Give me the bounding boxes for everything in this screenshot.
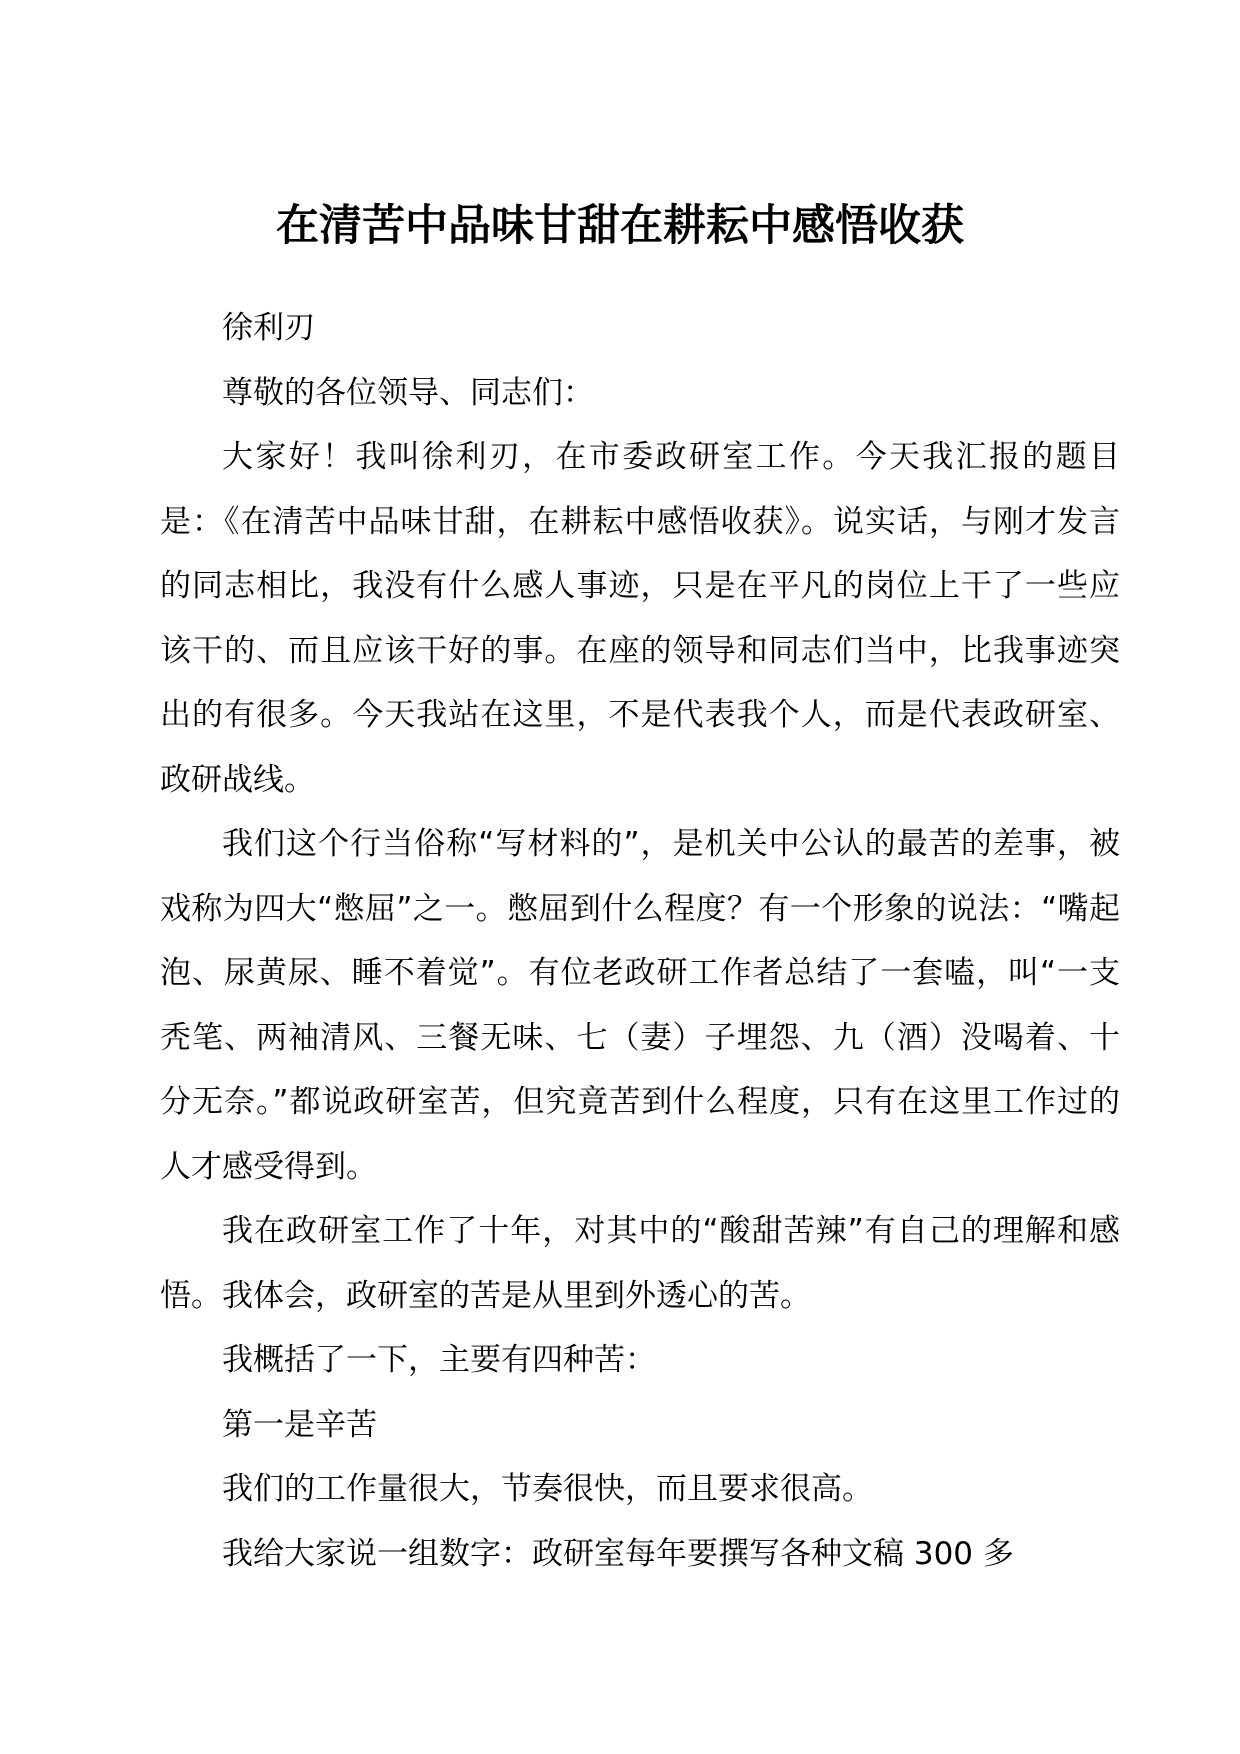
author-line: 徐利刃 xyxy=(222,310,315,346)
paragraph: 我概括了一下，主要有四种苦： xyxy=(222,1342,656,1378)
paragraph: 我们这个行当俗称“写材料的”，是机关中公认的最苦的差事，被戏称为四大“憋屈”之一。憋屈到什么程度？有一个形象的说法：“嘴起泡、尿黄尿、睡不着觉”。有位老政研工作者总结了一套嗑，叫“一支秃笔、两袖清风、三餐无味、七（妻）子埋怨、九（酒）没喝着、十分无奈。”都说政研室苦，但究竟苦到什么程度，只有在这里工作过的人才感受得到。 xyxy=(160,826,1120,1185)
paragraph: 我们的工作量很大，节奏很快，而且要求很高。 xyxy=(222,1471,873,1507)
document-title: 在清苦中品味甘甜在耕耘中感悟收获 xyxy=(276,201,964,251)
paragraph: 我在政研室工作了十年，对其中的“酸甜苦辣”有自己的理解和感悟。我体会，政研室的苦是从里到外透心的苦。 xyxy=(160,1213,1120,1314)
paragraph: 大家好！我叫徐利刃，在市委政研室工作。今天我汇报的题目是：《在清苦中品味甘甜，在耕耘中感悟收获》。说实话，与刚才发言的同志相比，我没有什么感人事迹，只是在平凡的岗位上干了一些应该干的、而且应该干好的事。在座的领导和同志们当中，比我事迹突出的有很多。今天我站在这里，不是代表我个人，而是代表政研室、政研战线。 xyxy=(160,439,1120,798)
salutation: 尊敬的各位领导、同志们： xyxy=(222,374,594,411)
section-heading: 第一是辛苦 xyxy=(222,1406,377,1443)
document-body xyxy=(160,296,1120,1586)
paragraph: 我给大家说一组数字：政研室每年要撰写各种文稿 300 多 xyxy=(222,1535,1014,1572)
